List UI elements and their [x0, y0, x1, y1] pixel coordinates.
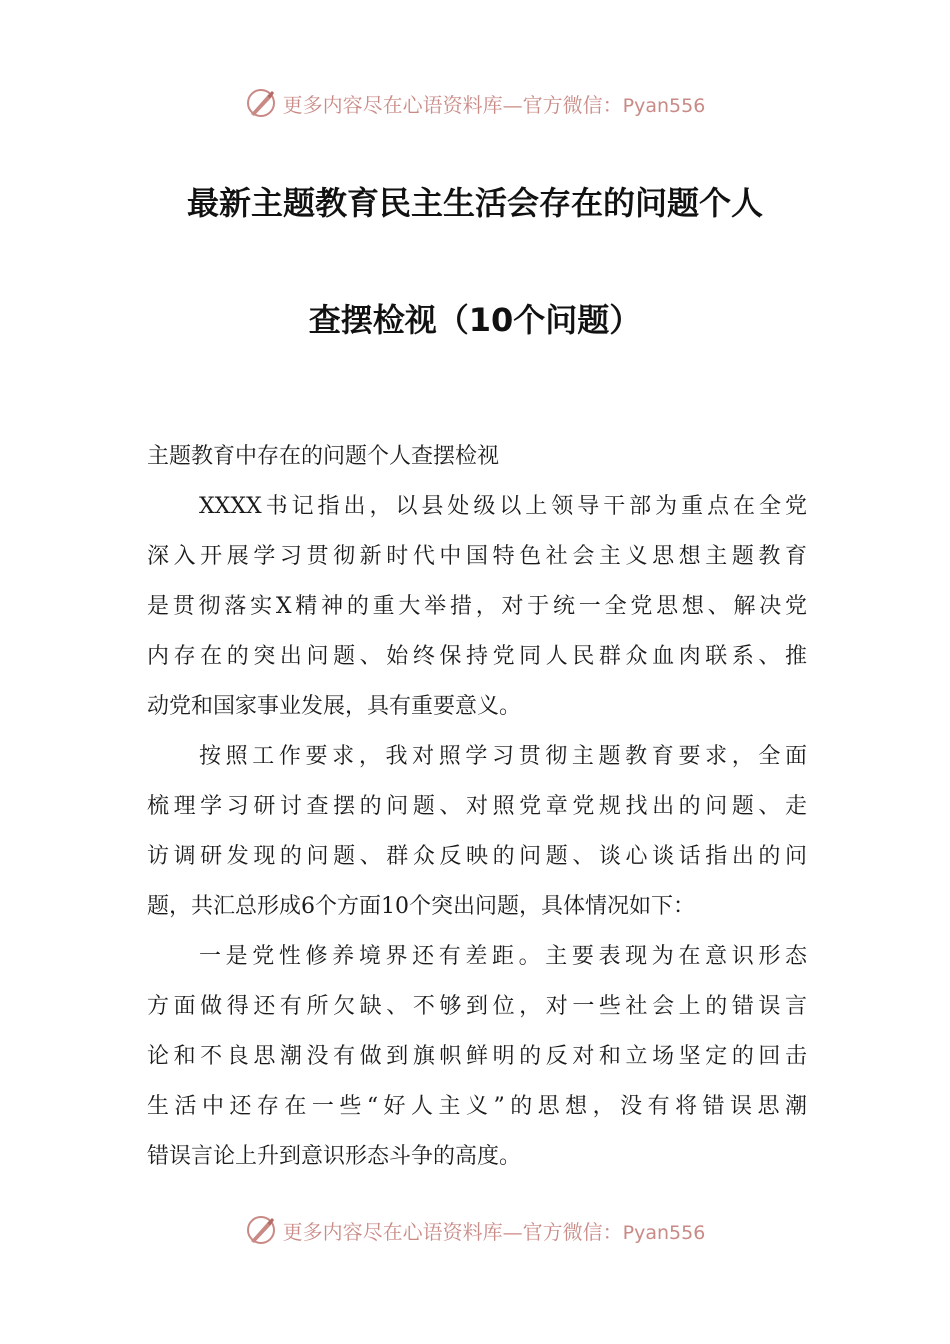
- pen-logo-icon: [245, 87, 277, 119]
- pen-logo-icon: [245, 1214, 277, 1246]
- body-line: 题，共汇总形成6个方面10个突出问题，具体情况如下：: [147, 894, 695, 919]
- header-watermark: [0, 85, 950, 121]
- body-line: 访调研发现的问题、群众反映的问题、谈心谈话指出的问: [147, 844, 807, 869]
- body-line: 是贯彻落实X精神的重大举措，对于统一全党思想、解决党: [147, 594, 807, 619]
- body-line: 内存在的突出问题、始终保持党同人民群众血肉联系、推: [147, 644, 807, 669]
- watermark-text: 更多内容尽在心语资料库—官方微信：Pyan556: [282, 1219, 706, 1244]
- body-line: 动党和国家事业发展，具有重要意义。: [147, 694, 522, 719]
- body-line: 论和不良思潮没有做到旗帜鲜明的反对和立场坚定的回击: [147, 1044, 807, 1069]
- document-title-line-2: 查摆检视（10个问题）: [308, 301, 642, 339]
- body-line: 梳理学习研讨查摆的问题、对照党章党规找出的问题、走: [147, 794, 807, 819]
- section-heading: 主题教育中存在的问题个人查摆检视: [147, 444, 500, 469]
- watermark-text: 更多内容尽在心语资料库—官方微信：Pyan556: [282, 92, 706, 117]
- body-line: 错误言论上升到意识形态斗争的高度。: [147, 1144, 522, 1169]
- body-line: XXXX书记指出，以县处级以上领导干部为重点在全党: [199, 494, 807, 519]
- body-line: 生活中还存在一些“好人主义”的思想，没有将错误思潮: [147, 1094, 807, 1119]
- footer-watermark: [0, 1212, 950, 1248]
- body-line: 按照工作要求，我对照学习贯彻主题教育要求，全面: [199, 744, 807, 769]
- document-body: [147, 432, 807, 1182]
- document-title-line-1: 最新主题教育民主生活会存在的问题个人: [186, 184, 763, 222]
- body-line: 一是党性修养境界还有差距。主要表现为在意识形态: [199, 944, 807, 969]
- body-line: 深入开展学习贯彻新时代中国特色社会主义思想主题教育: [147, 544, 807, 569]
- body-line: 方面做得还有所欠缺、不够到位，对一些社会上的错误言: [147, 994, 807, 1019]
